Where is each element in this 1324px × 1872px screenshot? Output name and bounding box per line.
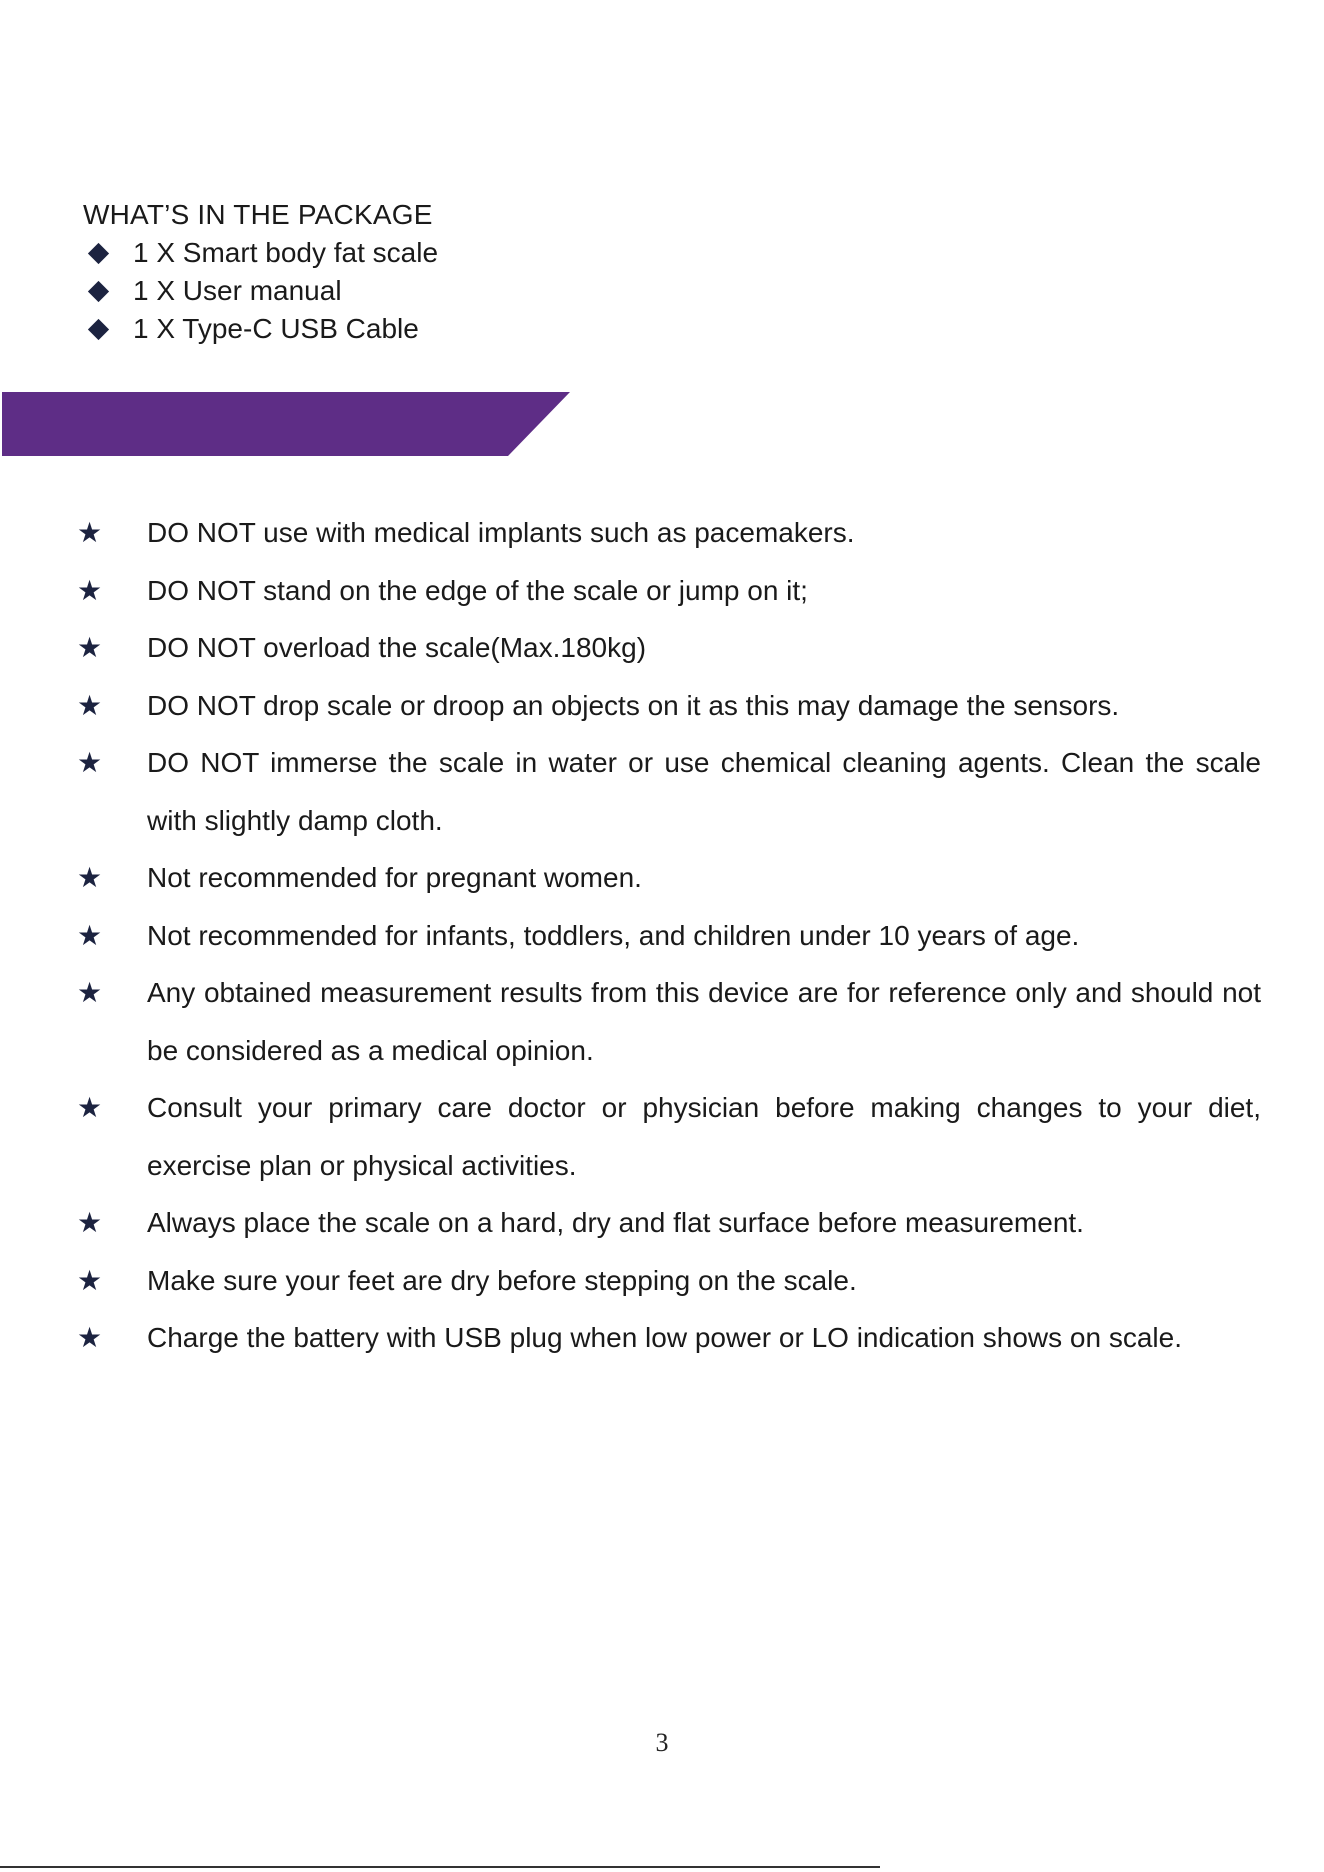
precaution-text: DO NOT overload the scale(Max.180kg) xyxy=(147,632,647,663)
section-banner xyxy=(2,392,570,456)
bottom-divider xyxy=(0,1866,880,1868)
package-item-text: 1 X Type-C USB Cable xyxy=(133,313,419,344)
package-item-text: 1 X User manual xyxy=(133,275,342,306)
star-bullet-icon: ★ xyxy=(77,1091,103,1124)
precaution-item xyxy=(77,504,1261,562)
star-bullet-icon: ★ xyxy=(77,631,103,664)
precaution-text: Make sure your feet are dry before stepping on the scale. xyxy=(147,1264,857,1296)
precaution-text: DO NOT drop scale or droop an objects on it as this may damage the sensors. xyxy=(147,689,1120,721)
precaution-text: DO NOT use with medical implants such as pacemakers. xyxy=(147,517,855,548)
package-item xyxy=(83,272,783,310)
diamond-bullet-icon xyxy=(88,242,109,263)
package-contents-list xyxy=(83,234,783,348)
star-bullet-icon: ★ xyxy=(77,573,103,607)
star-bullet-icon: ★ xyxy=(77,918,103,952)
precaution-item xyxy=(77,619,1261,677)
precaution-item xyxy=(77,907,1261,965)
package-item xyxy=(83,234,783,272)
precaution-item xyxy=(77,1079,1261,1194)
precaution-text: Consult your primary care doctor or physician before making changes to your diet, exercise plan or physical activities. xyxy=(147,1092,1261,1181)
star-bullet-icon: ★ xyxy=(77,1321,103,1354)
star-bullet-icon: ★ xyxy=(77,861,103,894)
star-bullet-icon: ★ xyxy=(77,688,103,722)
precautions-list xyxy=(77,504,1261,1367)
package-contents-section xyxy=(83,196,783,348)
precaution-item xyxy=(77,734,1261,849)
precaution-item xyxy=(77,964,1261,1079)
precaution-item xyxy=(77,1194,1261,1252)
package-item-text: 1 X Smart body fat scale xyxy=(133,237,439,268)
precaution-text: DO NOT stand on the edge of the scale or jump on it; xyxy=(147,574,808,606)
precaution-item xyxy=(77,1309,1261,1367)
banner-shape xyxy=(2,392,570,456)
precaution-text: Charge the battery with USB plug when low power or LO indication shows on scale. xyxy=(147,1322,1182,1353)
package-contents-title: WHAT’S IN THE PACKAGE xyxy=(83,199,433,230)
star-bullet-icon: ★ xyxy=(77,976,103,1009)
star-bullet-icon: ★ xyxy=(77,1206,103,1239)
precaution-item xyxy=(77,562,1261,620)
precaution-text: Any obtained measurement results from this device are for reference only and should not be considered as a medical opinion. xyxy=(147,977,1261,1066)
star-bullet-icon: ★ xyxy=(77,516,103,549)
precaution-item xyxy=(77,849,1261,907)
page-number: 3 xyxy=(655,1728,669,1757)
precaution-text: DO NOT immerse the scale in water or use chemical cleaning agents. Clean the scale with slightly damp cloth. xyxy=(147,747,1261,836)
precaution-text: Not recommended for infants, toddlers, and children under 10 years of age. xyxy=(147,919,1080,951)
precaution-item xyxy=(77,677,1261,735)
precaution-text: Always place the scale on a hard, dry and flat surface before measurement. xyxy=(147,1207,1084,1238)
star-bullet-icon: ★ xyxy=(77,1263,103,1297)
star-bullet-icon: ★ xyxy=(77,746,103,779)
diamond-bullet-icon xyxy=(88,318,109,339)
package-item xyxy=(83,310,783,348)
diamond-bullet-icon xyxy=(88,280,109,301)
precaution-text: Not recommended for pregnant women. xyxy=(147,862,642,893)
precaution-item xyxy=(77,1252,1261,1310)
